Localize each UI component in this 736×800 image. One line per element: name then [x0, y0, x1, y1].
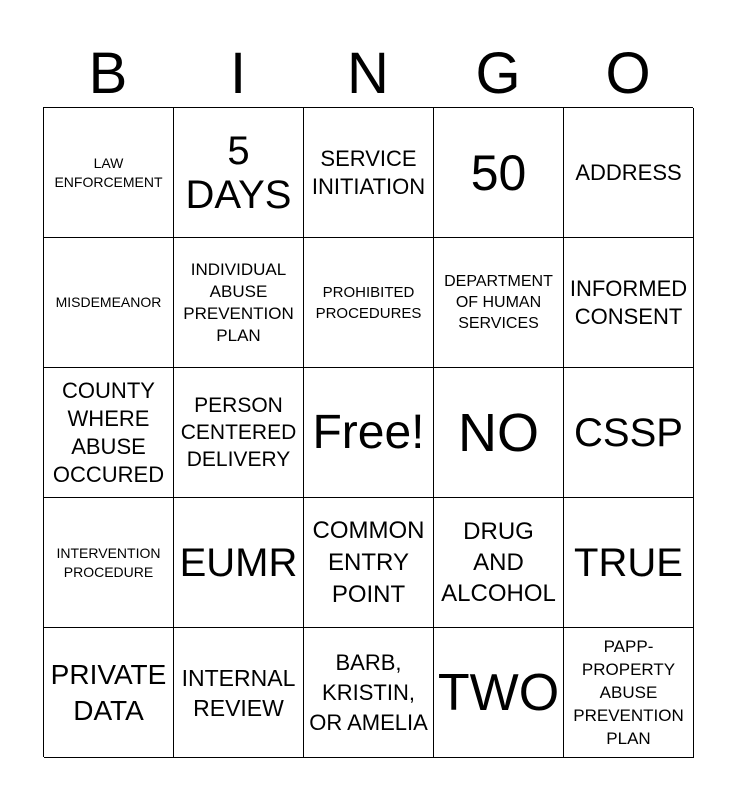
- bingo-card-grid: [43, 107, 693, 757]
- bingo-cell-r5-c4[interactable]: [434, 628, 564, 758]
- cell-text: TWO: [437, 663, 560, 722]
- bingo-cell-r5-c5[interactable]: [564, 628, 694, 758]
- cell-text: 50: [470, 144, 527, 201]
- cell-text: INTERNAL REVIEW: [181, 664, 296, 721]
- cell-text: NO: [458, 402, 539, 463]
- cell-text: LAW ENFORCEMENT: [54, 154, 163, 190]
- cell-text: TRUE: [574, 540, 683, 585]
- cell-text: COMMON ENTRY POINT: [312, 516, 425, 608]
- cell-text: INDIVIDUAL ABUSE PREVENTION PLAN: [183, 259, 294, 345]
- bingo-cell-r2-c4[interactable]: [434, 238, 564, 368]
- cell-text: PRIVATE DATA: [50, 658, 167, 726]
- bingo-cell-r3-c1[interactable]: [44, 368, 174, 498]
- cell-text: PROHIBITED PROCEDURES: [315, 283, 422, 322]
- cell-text: EUMR: [179, 540, 298, 585]
- bingo-cell-r1-c2[interactable]: [174, 108, 304, 238]
- bingo-cell-r3-c3[interactable]: [304, 368, 434, 498]
- cell-text: INTERVENTION PROCEDURE: [56, 544, 161, 580]
- bingo-cell-r5-c2[interactable]: [174, 628, 304, 758]
- bingo-cell-r2-c1[interactable]: [44, 238, 174, 368]
- header-letter-g: G: [475, 41, 521, 106]
- bingo-cell-r2-c2[interactable]: [174, 238, 304, 368]
- bingo-cell-r2-c5[interactable]: [564, 238, 694, 368]
- cell-text: INFORMED CONSENT: [569, 275, 688, 329]
- header-letter-o: O: [605, 41, 651, 106]
- cell-text: COUNTY WHERE ABUSE OCCURED: [52, 377, 165, 487]
- cell-text: MISDEMEANOR: [55, 294, 162, 310]
- bingo-cell-r4-c4[interactable]: [434, 498, 564, 628]
- bingo-cell-r3-c2[interactable]: [174, 368, 304, 498]
- bingo-cell-r5-c3[interactable]: [304, 628, 434, 758]
- bingo-cell-r1-c1[interactable]: [44, 108, 174, 238]
- bingo-cell-r4-c1[interactable]: [44, 498, 174, 628]
- header-letter-i: I: [229, 41, 247, 106]
- bingo-cell-r4-c3[interactable]: [304, 498, 434, 628]
- bingo-cell-r4-c5[interactable]: [564, 498, 694, 628]
- cell-text: DRUG AND ALCOHOL: [441, 518, 556, 607]
- header-letter-b: B: [88, 41, 128, 106]
- cell-text: SERVICE INITIATION: [311, 145, 426, 199]
- bingo-cell-r5-c1[interactable]: [44, 628, 174, 758]
- cell-text: DEPARTMENT OF HUMAN SERVICES: [444, 273, 553, 332]
- bingo-cell-r3-c5[interactable]: [564, 368, 694, 498]
- bingo-header: [43, 40, 693, 108]
- cell-text: BARB, KRISTIN, OR AMELIA: [309, 649, 428, 735]
- header-letter-n: N: [347, 41, 389, 106]
- bingo-cell-r1-c3[interactable]: [304, 108, 434, 238]
- cell-text: PERSON CENTERED DELIVERY: [180, 394, 297, 471]
- cell-text: Free!: [312, 405, 425, 459]
- cell-text: ADDRESS: [575, 159, 682, 185]
- bingo-cell-r3-c4[interactable]: [434, 368, 564, 498]
- cell-text: 5 DAYS: [185, 128, 292, 217]
- cell-text: CSSP: [574, 410, 683, 455]
- bingo-cell-r1-c4[interactable]: [434, 108, 564, 238]
- bingo-cell-r4-c2[interactable]: [174, 498, 304, 628]
- bingo-cell-r2-c3[interactable]: [304, 238, 434, 368]
- cell-text: PAPP- PROPERTY ABUSE PREVENTION PLAN: [573, 637, 684, 748]
- bingo-cell-r1-c5[interactable]: [564, 108, 694, 238]
